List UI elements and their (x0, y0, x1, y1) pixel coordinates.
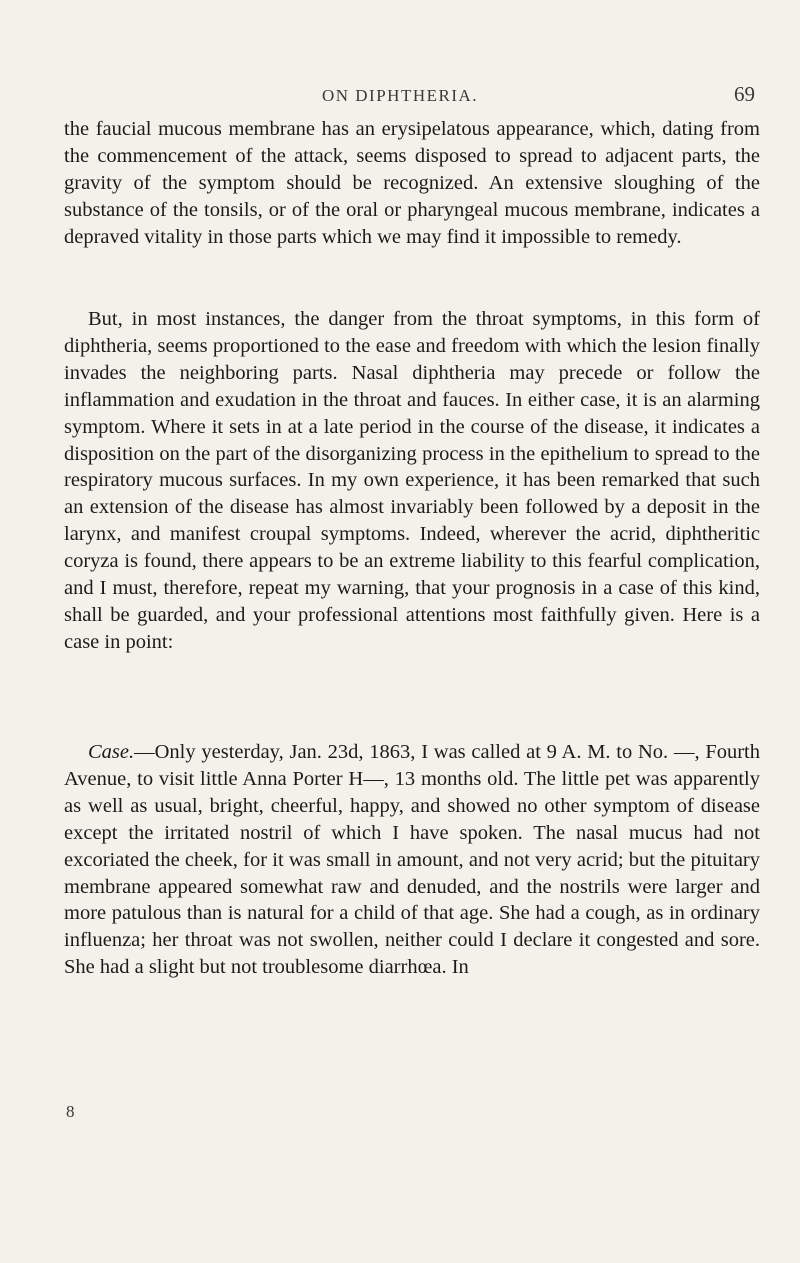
case-text: —Only yesterday, Jan. 23d, 1863, I was called at 9 A. M. to No. —, Fourth Avenue, to visit little Anna Porter H—, 13 months old. The little pet was apparently as well as usual, bright, cheerful, happy, and showed no other symptom of disease except the irritated nostril of which I have spoken. The nasal mucus had not excoriated the cheek, for it was small in amount, and not very acrid; but the pituitary membrane appeared somewhat raw and denuded, and the nostrils were larger and more patulous than is natural for a child of that age. She had a cough, as in ordinary influenza; her throat was not swollen, neither could I declare it congested and sore. She had a slight but not troublesome diarrhœa. In (64, 741, 760, 979)
case-paragraph (64, 739, 760, 981)
running-head: ON DIPHTHERIA. (321, 86, 479, 105)
page-number: 69 (734, 82, 755, 106)
paragraph-continuation (64, 116, 760, 251)
paragraph-case (64, 739, 760, 981)
signature-mark: 8 (66, 1102, 75, 1121)
paragraph-text: the faucial mucous membrane has an erysipelatous appearance, which, dating from the commencement of the attack, seems disposed to spread to adjacent parts, the gravity of the symptom should be recognized. An extensive sloughing of the substance of the tonsils, or of the oral or pharyngeal mucous membrane, indicates a depraved vitality in those parts which we may find it impossible to remedy. (64, 118, 760, 248)
paragraph-text: But, in most instances, the danger from the throat symptoms, in this form of diphtheria, seems proportioned to the ease and freedom with which the lesion finally invades the neighboring parts. Nasal diphtheria may precede or follow the inflammation and exudation in the throat and fauces. In either case, it is an alarming symptom. Where it sets in at a late period in the course of the disease, it indicates a disposition on the part of the disorganizing process in the epithelium to spread to the respiratory mucous surfaces. In my own experience, it has been remarked that such an extension of the disease has almost invariably been followed by a deposit in the larynx, and manifest croupal symptoms. Indeed, wherever the acrid, diphtheritic coryza is found, there appears to be an extreme liability to this fearful complication, and I must, therefore, repeat my warning, that your prognosis in a case of this kind, shall be guarded, and your professional attentions most faithfully given. Here is a case in point: (64, 308, 760, 653)
case-label: Case. (88, 741, 135, 763)
paragraph-nasal-diphtheria (64, 306, 760, 656)
